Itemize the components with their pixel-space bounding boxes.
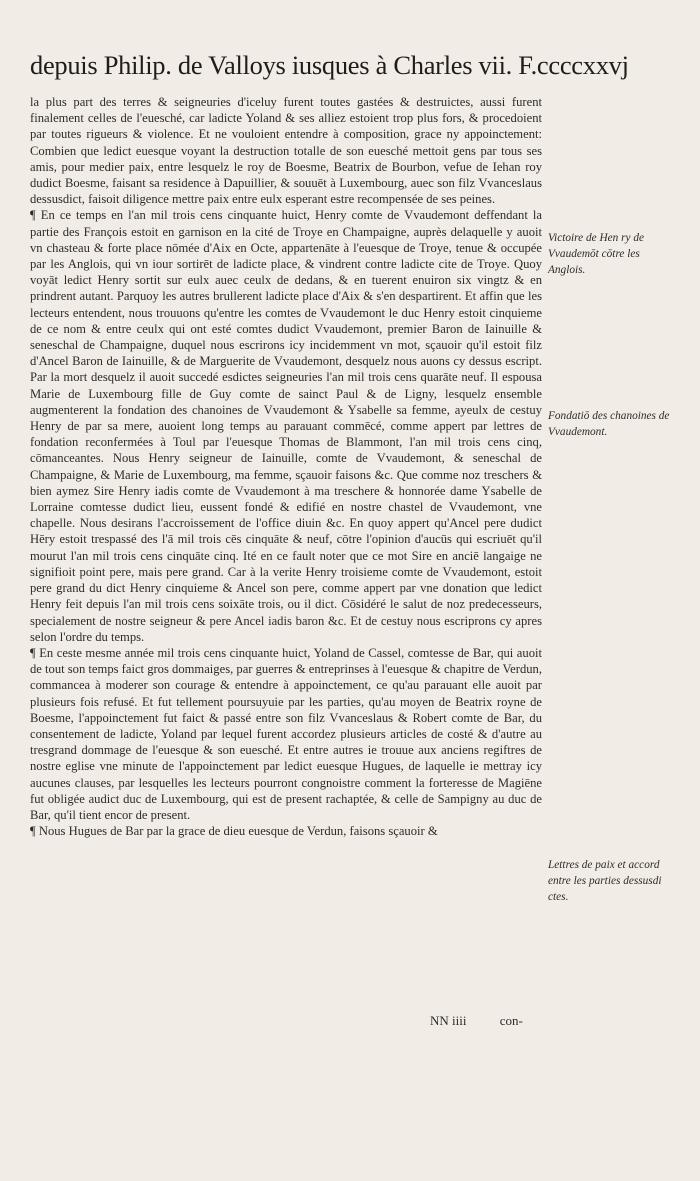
paragraph-2: ¶ En ce temps en l'an mil trois cens cinquante huict, Henry comte de Vvaudemont deffendant la partie des François estoit en garnison en la cité de Troye en Champaigne, auprès delaquelle y auoit vn chasteau & forte place nōmée d'Aix en Octe, appartenāte à l'euesque de Troye, tenue & occupée par les Anglois, qui vn iour sortirēt de ladicte place, & vindrent contre ladicte cite de Troye. Quoy voyāt ledict Henry sortit sur eulx auec ceulx de dedans, & en tuerent enuiron six vingtz & en prindrent autant. Parquoy les autres brullerent ladicte place d'Aix & s'en despartirent. Et affin que les lecteurs entendent, nous trouuons qu'entre les comtes de Vvaudemont le duc Henry estoit cinquieme de ce nom & entre ceulx qui ont esté comtes dudict Vvaudemont, premier Baron de Iainuille & seneschal de Champaigne, duquel nous escrirons icy incidemment vn mot, sçauoir qu'il estoit filz d'Ancel Baron de Iainuille, & de Marguerite de Vvaudemont, desquelz nous auons cy dessus escript. Par la mort desquelz il auoit succedé esdictes seigneuries l'an mil trois cens quarāte neuf. Il espousa Marie de Luxembourg fille de Guy comte de sainct Paul & de Ligny, lesquelz ensemble augmenterent la fondation des chanoines de Vvaudemont & Ysabelle sa femme, ayeulx de cestuy Henry de par sa mere, auoient long temps au parauant commēcé, comme appert par lettres de fondation reconfermées à Toul par l'euesque Thomas de Blammont, l'an mil trois cens cinq, cōmanceantes. Nous Henry seigneur de Iainuille, comte de Vvaudemont, & seneschal de Champaigne, & Marie de Luxembourg, ma femme, sçauoir faisons &c. Que comme noz treschers & bien aymez Sire Henry iadis comte de Vvaudemont à ma treschere & honnorée dame Ysabelle de Lorraine comtesse dudict lieu, eussent fondé & edifié en nostre chastel de Vvaudemont, vne chapelle. Nous desirans l'accroissement de l'office diuin &c. En quoy appert qu'Ancel pere dudict Hēry estoit trespassé des l'ā mil trois cēs cinquāte & neuf, cōtre l'opinion d'aucūs qui escriuēt qu'il mourut l'an mil trois cens cinquāte cinq. Ité en ce fault noter que ce mot Sire en anciē langaige ne signifioit point pere, mais pere grand. Car à la verite Henry troisieme comte de Vvaudemont, estoit pere grand du dict Henry cinquieme & Ancel son pere, comme appert par vne donation que ledict Henry feit depuis l'an mil trois cens soixāte trois, ou il dict. Cōsidéré le salut de noz predecesseurs, specialement de nostre seigneur & pere Ancel iadis baron &c. Et de cestuy nous escriprons cy apres selon l'ordre du temps. (30, 208, 542, 644)
paragraph-3: ¶ En ceste mesme année mil trois cens cinquante huict, Yoland de Cassel, comtesse de Bar, qui auoit de tout son temps faict gros dommaiges, par guerres & entreprinses à l'euesque & chapitre de Verdun, commancea à moderer son courage & entendre à appoinctement, ce qu'au parauant elle auoit par plusieurs fois refusé. Et fut tellement poursuyuie par les parties, qu'au moyen de Beatrix royne de Boesme, l'appoinctement fut faict & passé entre son filz Vvanceslaus & Robert comte de Bar, du consentement de ladicte, Yoland par lequel furent accordez plusieurs articles de costé & d'autre au tresgrand dommage de l'euesque & son euesché. Et entre autres ie trouue aux anciens regiftres de nostre eglise vne minute de l'appoinctement par ledict euesque Hugues, de laquelle ie mettray icy aucunes clauses, par lesquelles les lecteurs pourront congnoistre comment la forteresse de Magiēne fut obligée audict duc de Luxembourg, qui est de present rachaptée, & celle de Sampigny au duc de Bar, qu'il tient encor de present. (30, 645, 542, 822)
catchword: con- (499, 1013, 523, 1028)
main-text-column (30, 94, 542, 839)
margin-note-letters: Lettres de paix et accord entre les parties dessusdi ctes. (548, 859, 662, 903)
paragraph-1: la plus part des terres & seigneuries d'iceluy furent toutes gastées & destruictes, aussi furent finalement celles de l'euesché, car ladicte Yoland & ses alliez estoient trop plus fors, & procedoient par toutes rigueurs & violence. Et ne vouloient entendre à composition, grace ny appoinctement: Combien que ledict euesque voyant la destruction totalle de son euesché mettoit gens par tous ses amis, pour medier paix, entre lesquelz le roy de Boesme, Beatrix de Bourbon, vefue de Iehan roy dudict Boesme, faisant sa residence à Dapuillier, & souuēt à Luxembourg, auec son filz Vvanceslaus dessusdict, faisoit diligence mettre paix entre eulx esperant estre recompensée de ses peines. (30, 95, 542, 207)
paragraph-4: ¶ Nous Hugues de Bar par la grace de dieu euesque de Verdun, faisons sçauoir & (30, 824, 438, 839)
running-header: depuis Philip. de Valloys iusques à Charles vii. F.ccccxxvj (30, 50, 629, 80)
page-footer (430, 1013, 580, 1029)
margin-note-foundation: Fondatiō des chanoines de Vvaudemont. (548, 410, 670, 438)
margin-note-victory: Victoire de Hen ry de Vvaudemōt cōtre les Anglois. (548, 232, 644, 276)
signature-mark: NN iiii (430, 1013, 467, 1028)
